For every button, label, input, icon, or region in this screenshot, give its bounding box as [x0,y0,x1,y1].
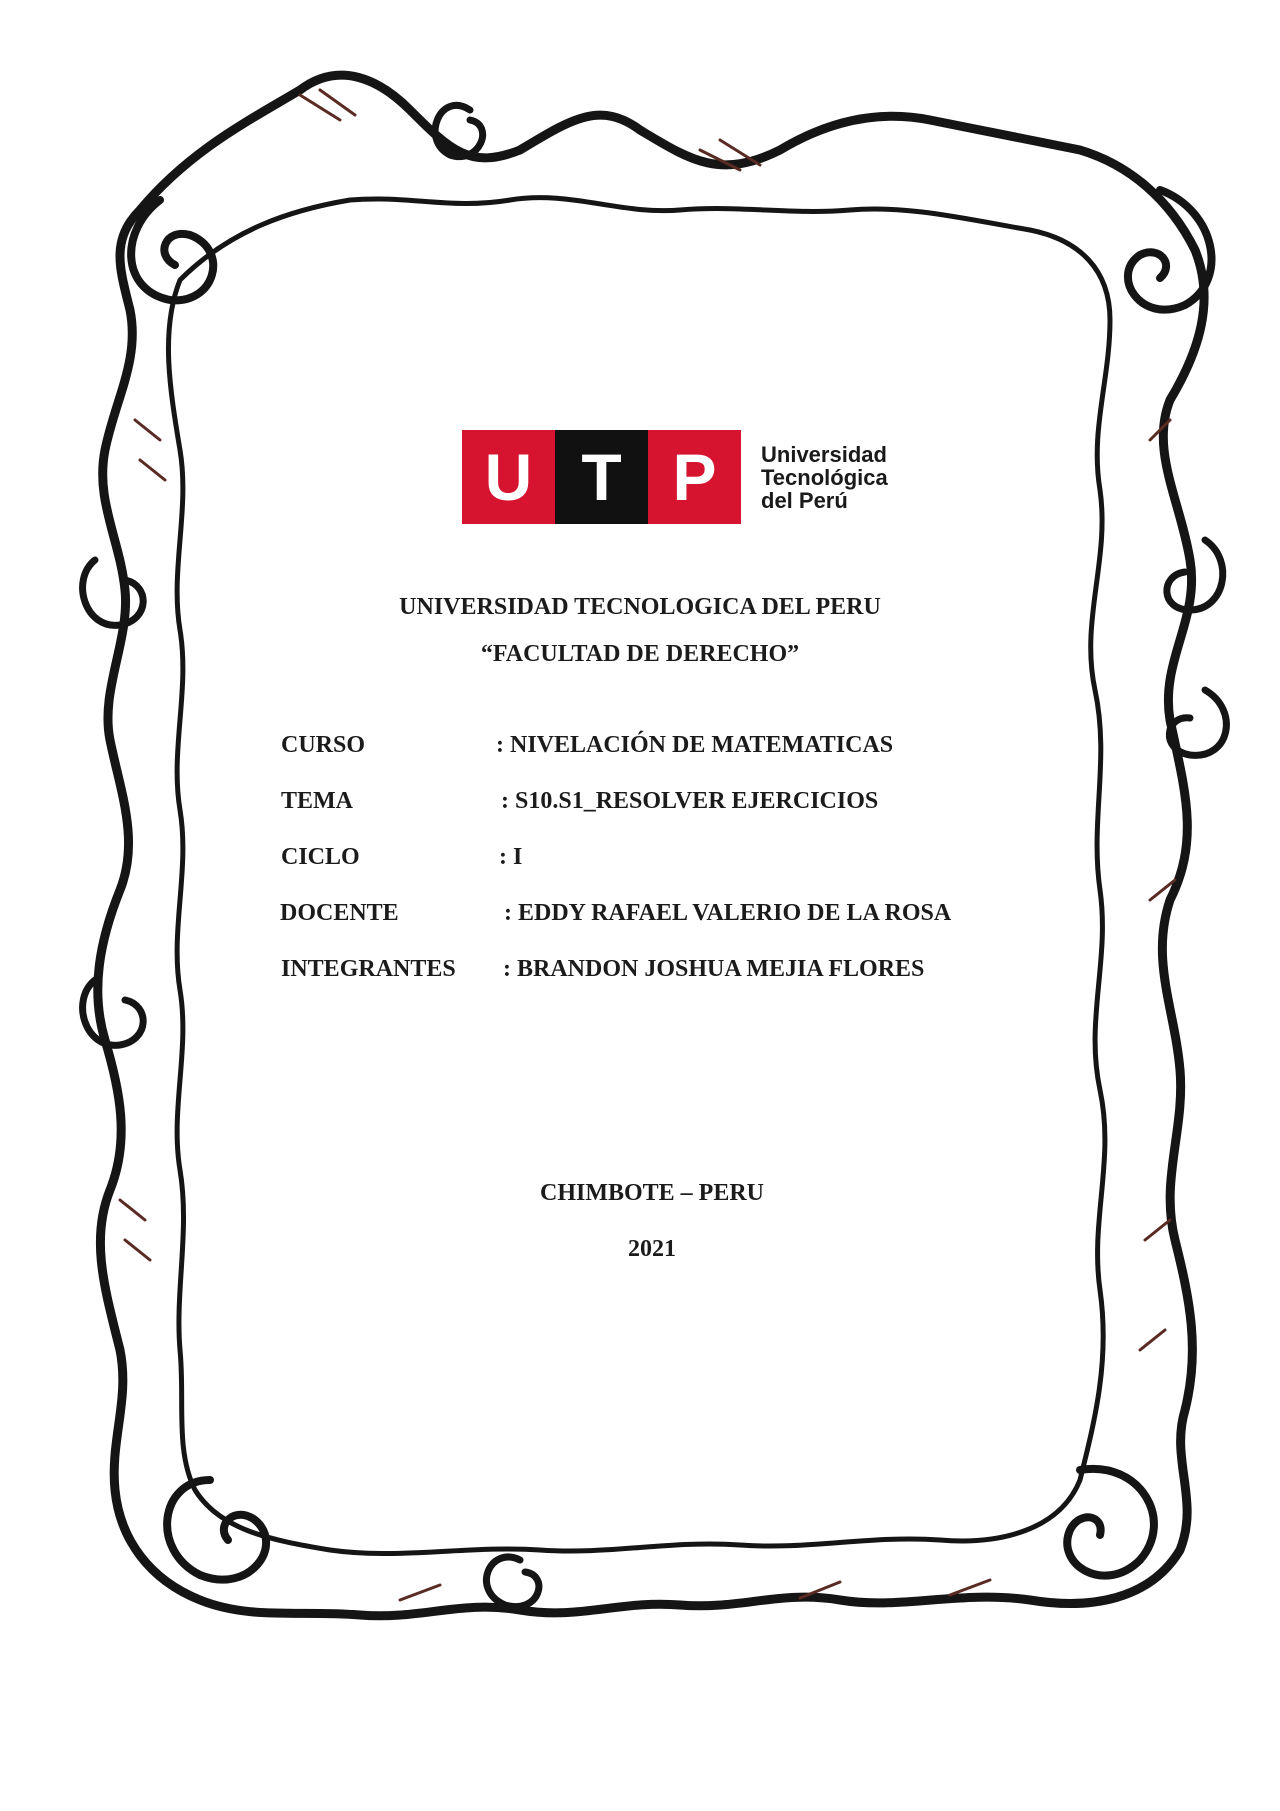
logo-letter-u: U [462,430,555,524]
place: CHIMBOTE – PERU [539,1180,764,1206]
field-value: : I [499,844,523,870]
year: 2021 [628,1236,676,1262]
field-label: TEMA [281,788,353,814]
field-label: DOCENTE [280,900,399,926]
field-value: : NIVELACIÓN DE MATEMATICAS [496,732,894,758]
field-label: CURSO [281,732,366,758]
logo-letter-t: T [555,430,648,524]
logo-line-1: Universidad [761,441,887,467]
logo-letter-p: P [648,430,741,524]
field-value: : S10.S1_RESOLVER EJERCICIOS [501,788,879,814]
logo-line-3: del Perú [761,487,848,513]
university-title: UNIVERSIDAD TECNOLOGICA DEL PERU [399,594,881,620]
field-value: : EDDY RAFAEL VALERIO DE LA ROSA [504,900,952,926]
utp-logo [462,430,888,524]
logo-line-2: Tecnológica [761,464,888,490]
faculty-title: “FACULTAD DE DERECHO” [480,641,800,667]
logo-wordmark [761,443,888,512]
field-value: : BRANDON JOSHUA MEJIA FLORES [503,956,925,982]
field-label: INTEGRANTES [281,956,456,982]
field-label: CICLO [281,844,360,870]
